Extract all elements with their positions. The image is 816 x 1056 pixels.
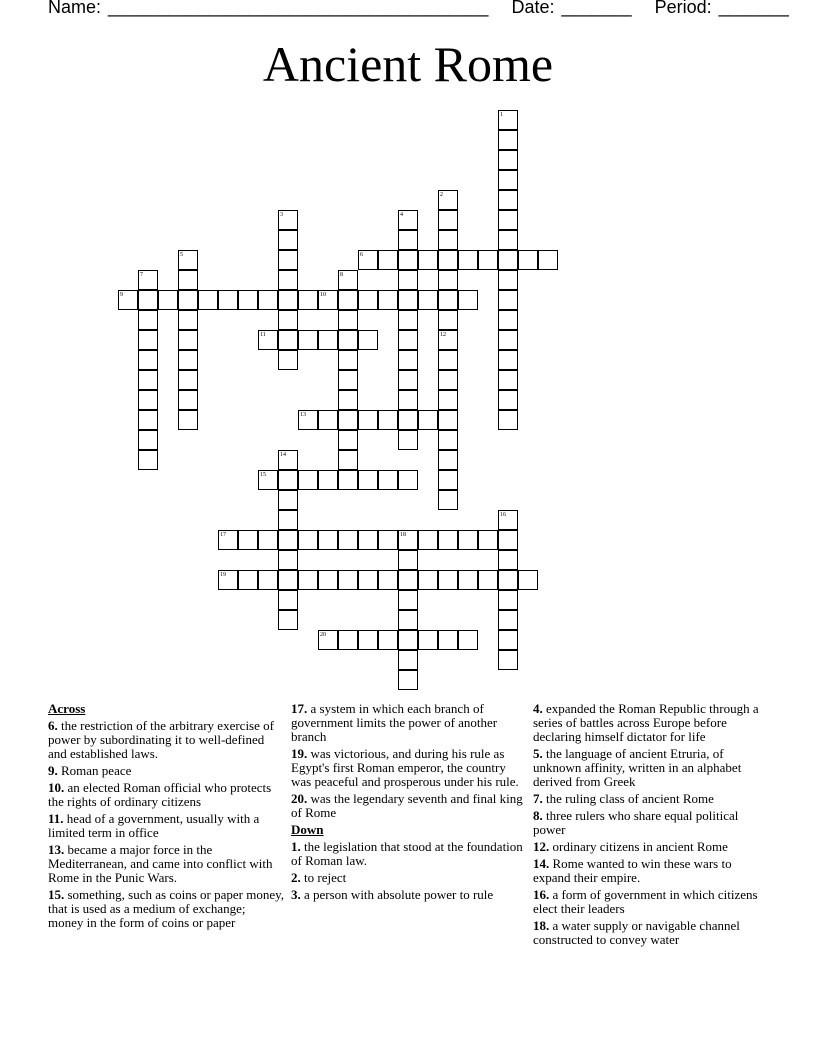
period-field[interactable]: _______ bbox=[718, 0, 789, 17]
grid-cell[interactable] bbox=[498, 590, 518, 610]
grid-cell[interactable] bbox=[338, 290, 358, 310]
grid-cell[interactable] bbox=[338, 530, 358, 550]
grid-cell[interactable] bbox=[418, 250, 438, 270]
grid-cell[interactable] bbox=[418, 290, 438, 310]
grid-cell[interactable] bbox=[438, 350, 458, 370]
grid-cell[interactable] bbox=[218, 290, 238, 310]
grid-cell[interactable] bbox=[178, 370, 198, 390]
grid-cell[interactable] bbox=[358, 410, 378, 430]
grid-cell[interactable] bbox=[358, 530, 378, 550]
grid-cell[interactable] bbox=[278, 570, 298, 590]
down-heading: Down bbox=[291, 822, 324, 837]
clue-across-11: 11. head of a government, usually with a limited term in office bbox=[48, 811, 260, 840]
grid-cell[interactable] bbox=[498, 210, 518, 230]
clue-number: 1 bbox=[500, 112, 503, 118]
grid-cell[interactable] bbox=[378, 410, 398, 430]
grid-cell[interactable] bbox=[498, 290, 518, 310]
grid-cell[interactable] bbox=[358, 290, 378, 310]
grid-cell[interactable] bbox=[298, 530, 318, 550]
grid-cell[interactable] bbox=[438, 230, 458, 250]
grid-cell[interactable] bbox=[518, 250, 538, 270]
grid-cell[interactable] bbox=[498, 570, 518, 590]
clue-down-4: 4. expanded the Roman Republic through a series of battles across Europe before declaring himself dictator for life bbox=[533, 701, 759, 744]
clue-across-6: 6. the restriction of the arbitrary exercise of power by subordinating it to well-defined and established laws. bbox=[48, 718, 274, 761]
grid-cell[interactable] bbox=[398, 290, 418, 310]
grid-cell[interactable] bbox=[198, 290, 218, 310]
grid-cell[interactable] bbox=[458, 630, 478, 650]
period-label: Period: bbox=[654, 0, 712, 17]
clue-down-3: 3. a person with absolute power to rule bbox=[291, 887, 494, 902]
grid-cell[interactable] bbox=[258, 290, 278, 310]
grid-cell[interactable] bbox=[138, 370, 158, 390]
grid-cell[interactable] bbox=[338, 350, 358, 370]
grid-cell[interactable] bbox=[338, 570, 358, 590]
grid-cell[interactable] bbox=[338, 410, 358, 430]
clue-down-7: 7. the ruling class of ancient Rome bbox=[533, 791, 714, 806]
grid-cell[interactable] bbox=[438, 210, 458, 230]
grid-cell[interactable] bbox=[318, 330, 338, 350]
grid-cell[interactable] bbox=[458, 530, 478, 550]
grid-cell[interactable] bbox=[298, 470, 318, 490]
grid-cell[interactable] bbox=[398, 390, 418, 410]
grid-cell[interactable] bbox=[338, 370, 358, 390]
grid-cell[interactable] bbox=[438, 250, 458, 270]
grid-cell[interactable] bbox=[498, 370, 518, 390]
grid-cell[interactable] bbox=[418, 410, 438, 430]
grid-cell[interactable] bbox=[278, 330, 298, 350]
grid-cell[interactable] bbox=[298, 290, 318, 310]
grid-cell[interactable] bbox=[278, 470, 298, 490]
grid-cell[interactable] bbox=[138, 330, 158, 350]
grid-cell[interactable] bbox=[498, 190, 518, 210]
grid-cell[interactable] bbox=[298, 570, 318, 590]
grid-cell[interactable] bbox=[278, 290, 298, 310]
grid-cell[interactable] bbox=[278, 550, 298, 570]
grid-cell[interactable] bbox=[358, 330, 378, 350]
grid-cell[interactable] bbox=[338, 630, 358, 650]
grid-cell[interactable] bbox=[418, 530, 438, 550]
clue-number: 4 bbox=[400, 212, 403, 218]
clue-number: 12 bbox=[440, 332, 446, 338]
date-field[interactable]: _______ bbox=[561, 0, 632, 17]
grid-cell[interactable] bbox=[138, 390, 158, 410]
clue-number: 13 bbox=[300, 412, 306, 418]
clue-across-10: 10. an elected Roman official who protects the rights of ordinary citizens bbox=[48, 780, 272, 809]
grid-cell[interactable] bbox=[398, 630, 418, 650]
grid-cell[interactable] bbox=[438, 410, 458, 430]
grid-cell[interactable] bbox=[498, 130, 518, 150]
clue-number: 7 bbox=[140, 272, 143, 278]
grid-cell[interactable] bbox=[398, 310, 418, 330]
clue-across-9: 9. Roman peace bbox=[48, 763, 132, 778]
grid-cell[interactable] bbox=[278, 530, 298, 550]
grid-cell[interactable] bbox=[438, 630, 458, 650]
grid-cell[interactable] bbox=[178, 350, 198, 370]
grid-cell[interactable] bbox=[438, 490, 458, 510]
grid-cell[interactable] bbox=[398, 650, 418, 670]
grid-cell[interactable] bbox=[238, 570, 258, 590]
grid-cell[interactable] bbox=[438, 450, 458, 470]
grid-cell[interactable] bbox=[398, 570, 418, 590]
grid-cell[interactable] bbox=[498, 630, 518, 650]
grid-cell[interactable] bbox=[398, 550, 418, 570]
clue-number: 10 bbox=[320, 292, 326, 298]
grid-cell[interactable] bbox=[398, 670, 418, 690]
grid-cell[interactable] bbox=[498, 410, 518, 430]
grid-cell[interactable] bbox=[498, 350, 518, 370]
grid-cell[interactable] bbox=[498, 150, 518, 170]
grid-cell[interactable] bbox=[438, 270, 458, 290]
grid-cell[interactable] bbox=[378, 290, 398, 310]
grid-cell[interactable] bbox=[178, 270, 198, 290]
grid-cell[interactable] bbox=[278, 270, 298, 290]
grid-cell[interactable] bbox=[238, 290, 258, 310]
grid-cell[interactable] bbox=[498, 610, 518, 630]
grid-cell[interactable] bbox=[398, 370, 418, 390]
grid-cell[interactable] bbox=[178, 290, 198, 310]
clues-column-2 bbox=[291, 702, 527, 905]
grid-cell[interactable] bbox=[138, 430, 158, 450]
grid-cell[interactable] bbox=[398, 590, 418, 610]
grid-cell[interactable] bbox=[538, 250, 558, 270]
across-heading: Across bbox=[48, 701, 86, 716]
grid-cell[interactable] bbox=[358, 630, 378, 650]
grid-cell[interactable] bbox=[178, 330, 198, 350]
clue-number: 3 bbox=[280, 212, 283, 218]
grid-cell[interactable] bbox=[478, 530, 498, 550]
grid-cell[interactable] bbox=[338, 330, 358, 350]
grid-cell[interactable] bbox=[138, 350, 158, 370]
grid-cell[interactable] bbox=[498, 250, 518, 270]
clue-number: 14 bbox=[280, 452, 286, 458]
clue-number: 18 bbox=[400, 532, 406, 538]
grid-cell[interactable] bbox=[498, 530, 518, 550]
grid-cell[interactable] bbox=[458, 290, 478, 310]
grid-cell[interactable] bbox=[338, 390, 358, 410]
grid-cell[interactable] bbox=[278, 310, 298, 330]
grid-cell[interactable] bbox=[338, 310, 358, 330]
grid-cell[interactable] bbox=[278, 590, 298, 610]
clue-number: 11 bbox=[260, 332, 266, 338]
clue-down-2: 2. to reject bbox=[291, 870, 347, 885]
clue-number: 16 bbox=[500, 512, 506, 518]
grid-cell[interactable] bbox=[138, 410, 158, 430]
grid-cell[interactable] bbox=[318, 410, 338, 430]
grid-cell[interactable] bbox=[438, 430, 458, 450]
grid-cell[interactable] bbox=[478, 250, 498, 270]
grid-cell[interactable] bbox=[178, 390, 198, 410]
grid-cell[interactable] bbox=[418, 630, 438, 650]
grid-cell[interactable] bbox=[398, 470, 418, 490]
clues-column-1 bbox=[48, 702, 284, 933]
grid-cell[interactable] bbox=[378, 470, 398, 490]
grid-cell[interactable] bbox=[178, 410, 198, 430]
grid-cell[interactable] bbox=[278, 490, 298, 510]
grid-cell[interactable] bbox=[318, 470, 338, 490]
clue-down-14: 14. Rome wanted to win these wars to expand their empire. bbox=[533, 856, 732, 885]
clue-number: 6 bbox=[360, 252, 363, 258]
grid-cell[interactable] bbox=[138, 310, 158, 330]
grid-cell[interactable] bbox=[378, 630, 398, 650]
grid-cell[interactable] bbox=[478, 570, 498, 590]
grid-cell[interactable] bbox=[498, 330, 518, 350]
grid-cell[interactable] bbox=[398, 330, 418, 350]
grid-cell[interactable] bbox=[258, 570, 278, 590]
name-field[interactable]: ______________________________________ bbox=[108, 0, 489, 17]
grid-cell[interactable] bbox=[398, 230, 418, 250]
clue-down-12: 12. ordinary citizens in ancient Rome bbox=[533, 839, 728, 854]
grid-cell[interactable] bbox=[338, 470, 358, 490]
grid-cell[interactable] bbox=[398, 270, 418, 290]
name-label: Name: bbox=[48, 0, 102, 17]
grid-cell[interactable] bbox=[398, 250, 418, 270]
grid-cell[interactable] bbox=[438, 390, 458, 410]
grid-cell[interactable] bbox=[338, 430, 358, 450]
clue-across-15: 15. something, such as coins or paper money, that is used as a medium of exchange; money in the form of coins or paper bbox=[48, 887, 284, 930]
grid-cell[interactable] bbox=[358, 570, 378, 590]
grid-cell[interactable] bbox=[278, 510, 298, 530]
grid-cell[interactable] bbox=[398, 430, 418, 450]
grid-cell[interactable] bbox=[498, 390, 518, 410]
grid-cell[interactable] bbox=[438, 310, 458, 330]
grid-cell[interactable] bbox=[398, 410, 418, 430]
clue-number: 20 bbox=[320, 632, 326, 638]
clue-down-8: 8. three rulers who share equal political power bbox=[533, 808, 739, 837]
grid-cell[interactable] bbox=[458, 250, 478, 270]
clue-across-17: 17. a system in which each branch of government limits the power of another branch bbox=[291, 701, 498, 744]
grid-cell[interactable] bbox=[318, 570, 338, 590]
grid-cell[interactable] bbox=[398, 350, 418, 370]
grid-cell[interactable] bbox=[438, 290, 458, 310]
clue-number: 2 bbox=[440, 192, 443, 198]
grid-cell[interactable] bbox=[518, 570, 538, 590]
grid-cell[interactable] bbox=[458, 570, 478, 590]
clues-column-3 bbox=[533, 702, 769, 950]
grid-cell[interactable] bbox=[338, 450, 358, 470]
clue-number: 5 bbox=[180, 252, 183, 258]
grid-cell[interactable] bbox=[438, 570, 458, 590]
grid-cell[interactable] bbox=[178, 310, 198, 330]
grid-cell[interactable] bbox=[298, 330, 318, 350]
clue-down-16: 16. a form of government in which citizens elect their leaders bbox=[533, 887, 758, 916]
grid-cell[interactable] bbox=[398, 610, 418, 630]
grid-cell[interactable] bbox=[278, 610, 298, 630]
grid-cell[interactable] bbox=[438, 370, 458, 390]
grid-cell[interactable] bbox=[438, 530, 458, 550]
grid-cell[interactable] bbox=[498, 550, 518, 570]
clue-number: 17 bbox=[220, 532, 226, 538]
clue-across-19: 19. was victorious, and during his rule as Egypt's first Roman emperor, the country was peaceful and prosperous under his rule. bbox=[291, 746, 519, 789]
grid-cell[interactable] bbox=[498, 650, 518, 670]
clue-across-13: 13. became a major force in the Mediterranean, and came into conflict with Rome in the Punic Wars. bbox=[48, 842, 273, 885]
clue-down-5: 5. the language of ancient Etruria, of unknown affinity, written in an alphabet derived from Greek bbox=[533, 746, 742, 789]
clue-number: 15 bbox=[260, 472, 266, 478]
grid-cell[interactable] bbox=[278, 250, 298, 270]
grid-cell[interactable] bbox=[318, 530, 338, 550]
grid-cell[interactable] bbox=[378, 530, 398, 550]
clue-across-20: 20. was the legendary seventh and final king of Rome bbox=[291, 791, 523, 820]
grid-cell[interactable] bbox=[238, 530, 258, 550]
clue-down-18: 18. a water supply or navigable channel constructed to convey water bbox=[533, 918, 740, 947]
grid-cell[interactable] bbox=[438, 470, 458, 490]
grid-cell[interactable] bbox=[418, 570, 438, 590]
grid-cell[interactable] bbox=[158, 290, 178, 310]
grid-cell[interactable] bbox=[378, 250, 398, 270]
clue-number: 19 bbox=[220, 572, 226, 578]
page-title: Ancient Rome bbox=[262, 36, 554, 92]
grid-cell[interactable] bbox=[378, 570, 398, 590]
grid-cell[interactable] bbox=[278, 230, 298, 250]
clue-number: 8 bbox=[340, 272, 343, 278]
grid-cell[interactable] bbox=[258, 530, 278, 550]
grid-cell[interactable] bbox=[498, 310, 518, 330]
grid-cell[interactable] bbox=[358, 470, 378, 490]
grid-cell[interactable] bbox=[278, 350, 298, 370]
date-label: Date: bbox=[511, 0, 555, 17]
clue-number: 9 bbox=[120, 292, 123, 298]
grid-cell[interactable] bbox=[498, 170, 518, 190]
clue-down-1: 1. the legislation that stood at the foundation of Roman law. bbox=[291, 839, 523, 868]
grid-cell[interactable] bbox=[138, 290, 158, 310]
grid-cell[interactable] bbox=[498, 270, 518, 290]
grid-cell[interactable] bbox=[498, 230, 518, 250]
grid-cell[interactable] bbox=[138, 450, 158, 470]
